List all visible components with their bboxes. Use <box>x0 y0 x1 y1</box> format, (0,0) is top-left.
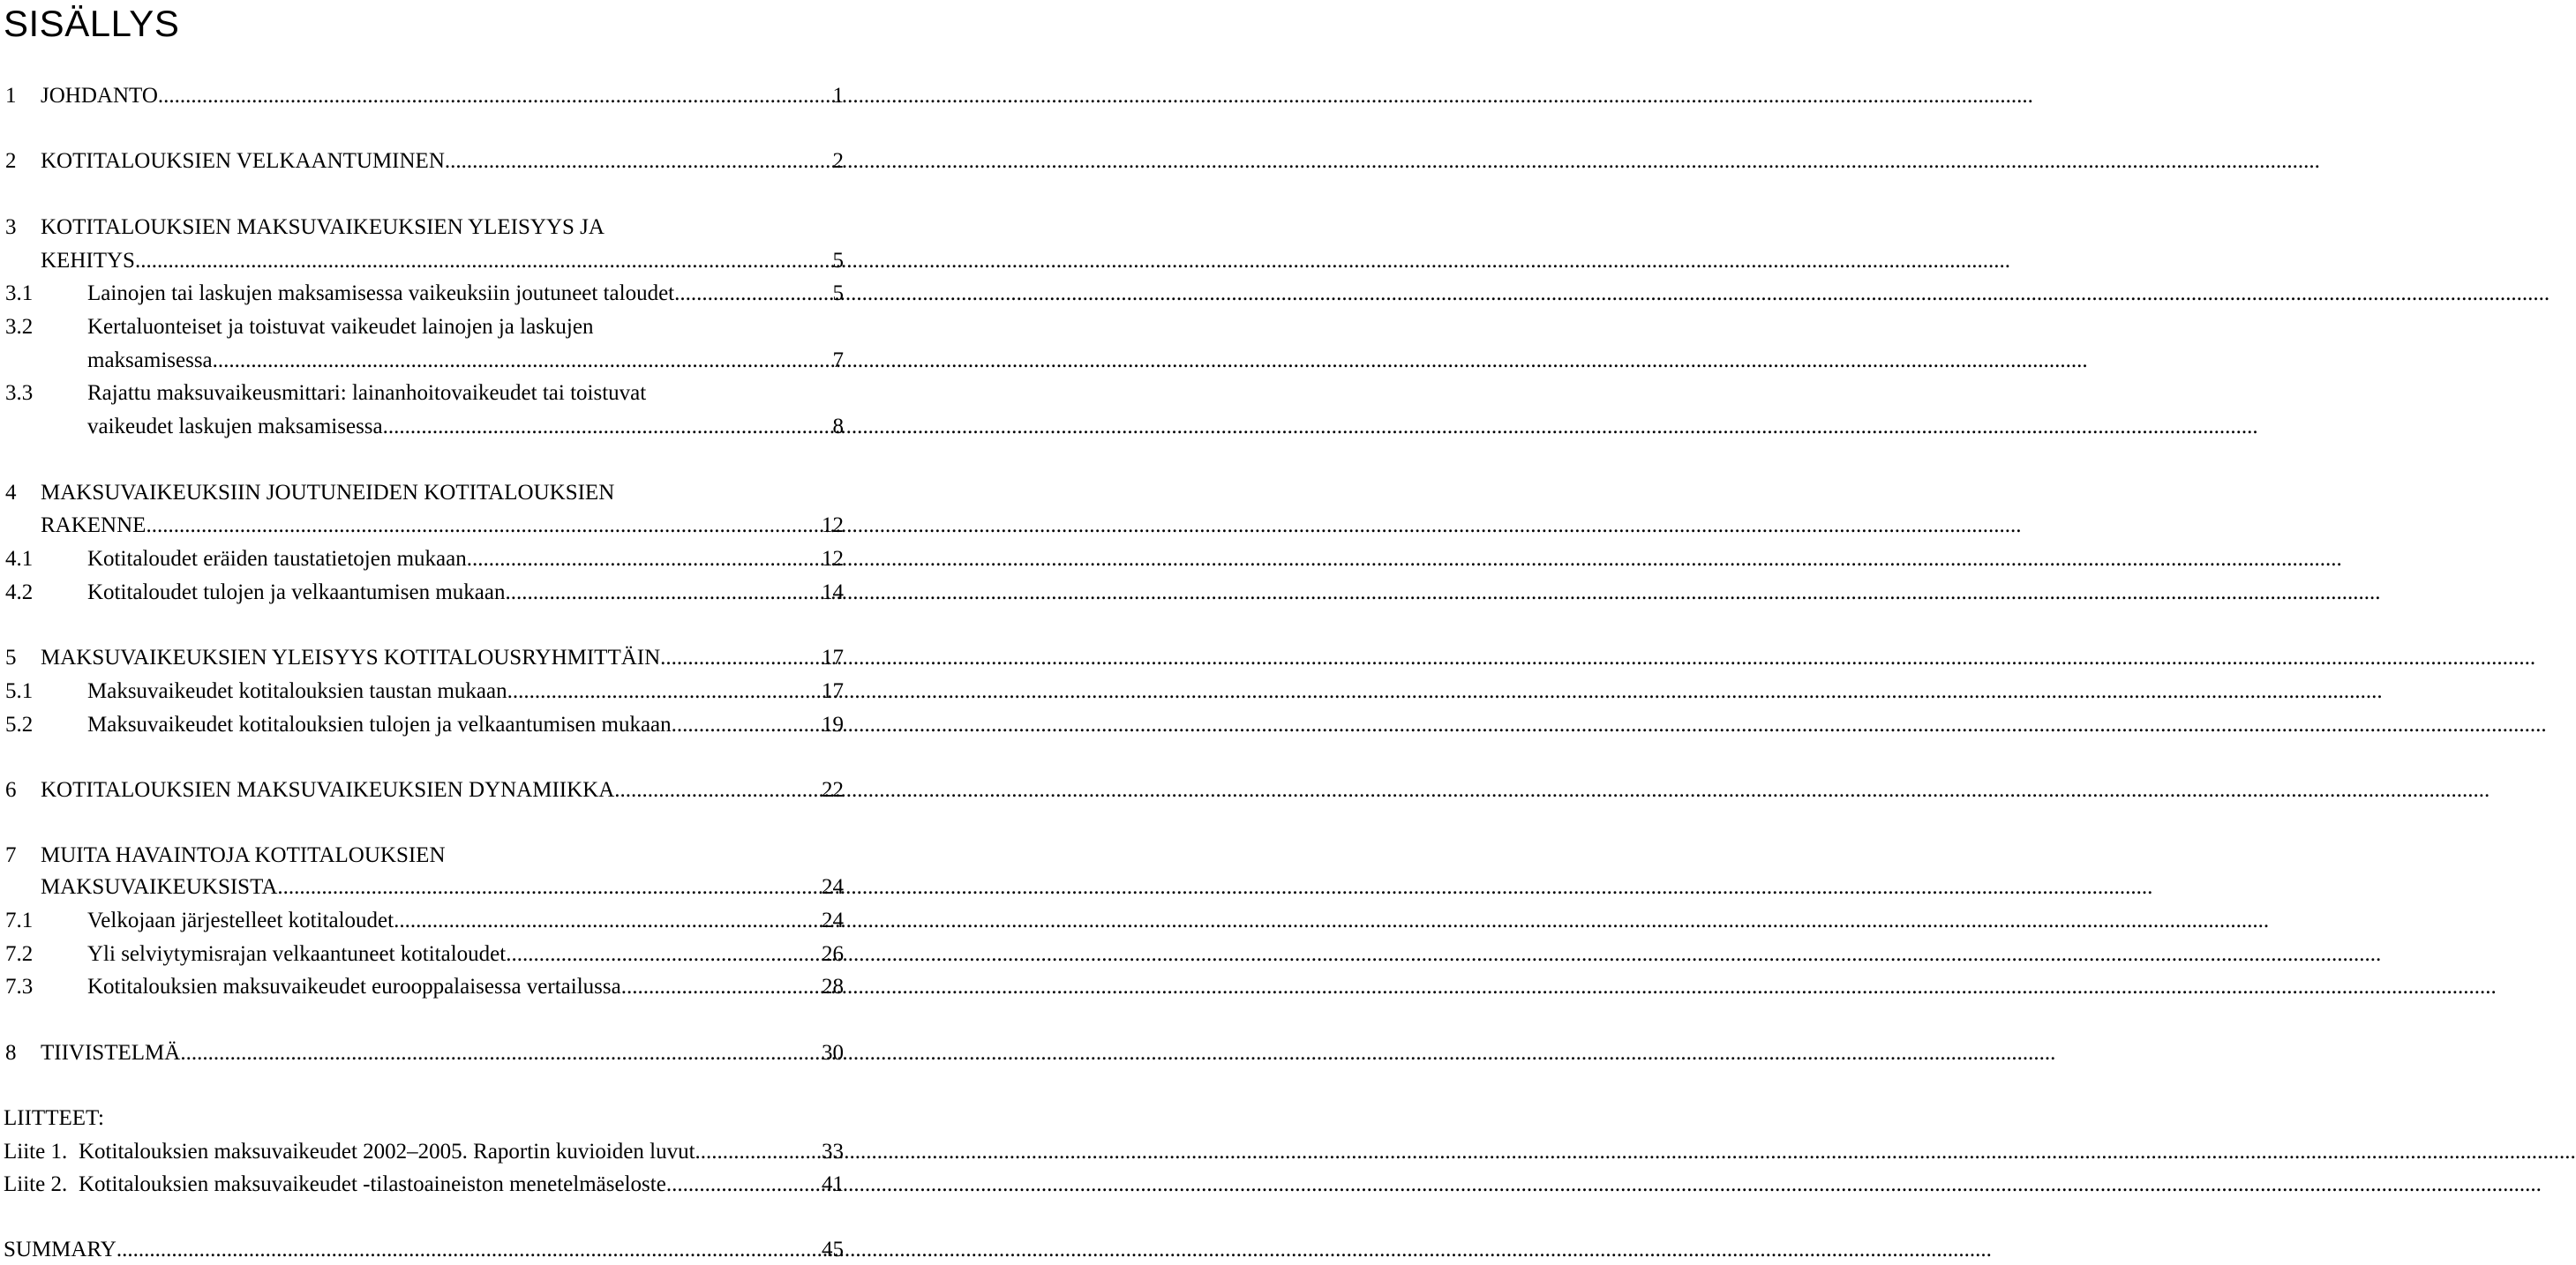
dot-leader <box>135 246 830 276</box>
toc-entry-chapter-2[interactable] <box>0 146 847 176</box>
dot-leader <box>666 1170 818 1200</box>
toc-entry-chapter-4-continued[interactable] <box>0 511 847 541</box>
toc-page-number: 19 <box>822 713 844 737</box>
toc-number: 4 <box>5 481 17 505</box>
toc-title: MAKSUVAIKEUKSIIN JOUTUNEIDEN KOTITALOUKSIEN <box>41 481 615 505</box>
toc-entry-chapter-5[interactable] <box>0 643 847 673</box>
toc-title: KOTITALOUKSIEN VELKAANTUMINEN <box>41 149 445 173</box>
toc-page-number: 12 <box>822 547 844 571</box>
toc-title-continued: MAKSUVAIKEUKSISTA <box>41 875 278 899</box>
toc-title: KOTITALOUKSIEN MAKSUVAIKEUKSIEN DYNAMIIKKA <box>41 778 615 802</box>
toc-number: 6 <box>5 778 17 802</box>
dot-leader <box>672 710 818 740</box>
appendix-label: Liite 2. <box>4 1172 68 1196</box>
toc-number: 4.2 <box>5 580 34 604</box>
toc-title: SUMMARY <box>4 1238 116 1261</box>
toc-entry-section-3-3[interactable] <box>0 378 847 408</box>
dot-leader <box>614 775 818 805</box>
dot-leader <box>467 544 818 574</box>
toc-page-number: 24 <box>822 909 844 932</box>
toc-number: 1 <box>5 84 17 108</box>
toc-title: Kotitaloudet eräiden taustatietojen mukaan <box>87 547 467 571</box>
toc-entry-section-7-1[interactable] <box>0 906 847 936</box>
toc-number: 2 <box>5 149 17 173</box>
dot-leader <box>621 972 818 1002</box>
toc-title-continued: RAKENNE <box>41 513 146 537</box>
toc-title-continued: vaikeudet laskujen maksamisessa <box>87 415 383 438</box>
toc-number: 7.1 <box>5 909 34 932</box>
dot-leader <box>277 872 818 902</box>
toc-entry-chapter-7-continued[interactable] <box>0 872 847 902</box>
toc-page-number: 22 <box>822 778 844 802</box>
toc-title: Kotitalouksien maksuvaikeudet eurooppalaisessa vertailussa <box>87 975 621 999</box>
toc-title: Lainojen tai laskujen maksamisessa vaikeuksiin joutuneet taloudet <box>87 281 675 305</box>
toc-title: Maksuvaikeudet kotitalouksien tulojen ja velkaantumisen mukaan <box>87 713 672 737</box>
toc-entry-section-3-2-continued[interactable] <box>0 346 847 376</box>
toc-title: MAKSUVAIKEUKSIEN YLEISYYS KOTITALOUSRYHMITTÄIN <box>41 646 661 670</box>
toc-number: 3.1 <box>5 281 34 305</box>
toc-entry-section-7-2[interactable] <box>0 939 847 969</box>
toc-page-number: 24 <box>822 875 844 899</box>
toc-page-number: 26 <box>822 942 844 966</box>
toc-entry-chapter-6[interactable] <box>0 775 847 805</box>
toc-title: KOTITALOUKSIEN MAKSUVAIKEUKSIEN YLEISYYS JA <box>41 215 605 239</box>
toc-title: Rajattu maksuvaikeusmittari: lainanhoitovaikeudet tai toistuvat <box>87 381 647 405</box>
toc-page-number: 5 <box>832 281 844 305</box>
toc-number: 3.3 <box>5 381 34 405</box>
toc-title: TIIVISTELMÄ <box>41 1041 181 1065</box>
toc-page-number: 30 <box>822 1041 844 1065</box>
toc-number: 3.2 <box>5 315 34 339</box>
dot-leader <box>674 279 829 309</box>
toc-page-number: 28 <box>822 975 844 999</box>
toc-number: 7 <box>5 843 17 867</box>
toc-number: 7.3 <box>5 975 34 999</box>
toc-title: Kotitaloudet tulojen ja velkaantumisen mukaan <box>87 580 506 604</box>
dot-leader <box>394 906 818 936</box>
dot-leader <box>158 81 830 111</box>
toc-title: Kotitalouksien maksuvaikeudet 2002–2005. Raportin kuvioiden luvut. <box>79 1140 701 1164</box>
toc-entry-section-4-1[interactable] <box>0 544 847 574</box>
toc-title: Maksuvaikeudet kotitalouksien taustan mukaan <box>87 679 507 703</box>
dot-leader <box>116 1235 818 1265</box>
toc-title-continued: maksamisessa <box>87 348 213 372</box>
toc-page-number: 33 <box>822 1140 844 1164</box>
toc-number: 5.2 <box>5 713 34 737</box>
appendices-heading <box>0 1104 847 1134</box>
toc-page-number: 41 <box>822 1172 844 1196</box>
toc-page-number: 14 <box>822 580 844 604</box>
toc-entry-section-3-1[interactable] <box>0 279 847 309</box>
toc-page-number: 17 <box>822 646 844 670</box>
toc-title: JOHDANTO <box>41 84 158 108</box>
toc-number: 5 <box>5 646 17 670</box>
dot-leader <box>383 412 830 442</box>
toc-entry-chapter-3[interactable] <box>0 213 847 243</box>
toc-page-number: 2 <box>832 149 844 173</box>
toc-entry-chapter-3-continued[interactable] <box>0 246 847 276</box>
toc-entry-section-5-2[interactable] <box>0 710 847 740</box>
dot-leader <box>445 146 830 176</box>
toc-page-number: 8 <box>832 415 844 438</box>
toc-entry-summary[interactable] <box>0 1235 847 1265</box>
toc-page-number: 12 <box>822 513 844 537</box>
toc-entry-section-5-1[interactable] <box>0 677 847 707</box>
dot-leader <box>506 578 819 608</box>
dot-leader <box>506 939 818 969</box>
toc-entry-section-7-3[interactable] <box>0 972 847 1002</box>
toc-page-number: 17 <box>822 679 844 703</box>
dot-leader <box>660 643 818 673</box>
toc-title: Velkojaan järjestelleet kotitaloudet <box>87 909 394 932</box>
dot-leader <box>180 1038 818 1068</box>
toc-entry-appendix-1[interactable] <box>0 1137 847 1167</box>
toc-entry-chapter-1[interactable] <box>0 81 847 111</box>
toc-title: Kertaluonteiset ja toistuvat vaikeudet lainojen ja laskujen <box>87 315 594 339</box>
dot-leader <box>507 677 818 707</box>
toc-entry-chapter-7[interactable] <box>0 841 847 871</box>
toc-title: MUITA HAVAINTOJA KOTITALOUKSIEN <box>41 843 446 867</box>
appendices-heading-text: LIITTEET: <box>4 1106 104 1130</box>
toc-number: 5.1 <box>5 679 34 703</box>
toc-page-number: 45 <box>822 1238 844 1261</box>
toc-number: 3 <box>5 215 17 239</box>
toc-title-continued: KEHITYS <box>41 249 135 273</box>
toc-number: 7.2 <box>5 942 34 966</box>
toc-title: Kotitalouksien maksuvaikeudet -tilastoaineiston menetelmäseloste <box>79 1172 666 1196</box>
toc-entry-chapter-8[interactable] <box>0 1038 847 1068</box>
toc-page-number: 5 <box>832 249 844 273</box>
toc-number: 8 <box>5 1041 17 1065</box>
toc-entry-section-3-2[interactable] <box>0 312 847 342</box>
page-title: SISÄLLYS <box>4 3 180 44</box>
toc-title: Yli selviytymisrajan velkaantuneet kotitaloudet <box>87 942 507 966</box>
toc-page-number: 1 <box>832 84 844 108</box>
toc-number: 4.1 <box>5 547 34 571</box>
dot-leader <box>701 1137 818 1167</box>
dot-leader <box>146 511 818 541</box>
toc-page-number: 7 <box>832 348 844 372</box>
toc-entry-section-4-2[interactable] <box>0 578 847 608</box>
dot-leader <box>213 346 830 376</box>
toc-entry-section-3-3-continued[interactable] <box>0 412 847 442</box>
toc-entry-appendix-2[interactable] <box>0 1170 847 1200</box>
appendix-label: Liite 1. <box>4 1140 68 1164</box>
toc-entry-chapter-4[interactable] <box>0 478 847 508</box>
